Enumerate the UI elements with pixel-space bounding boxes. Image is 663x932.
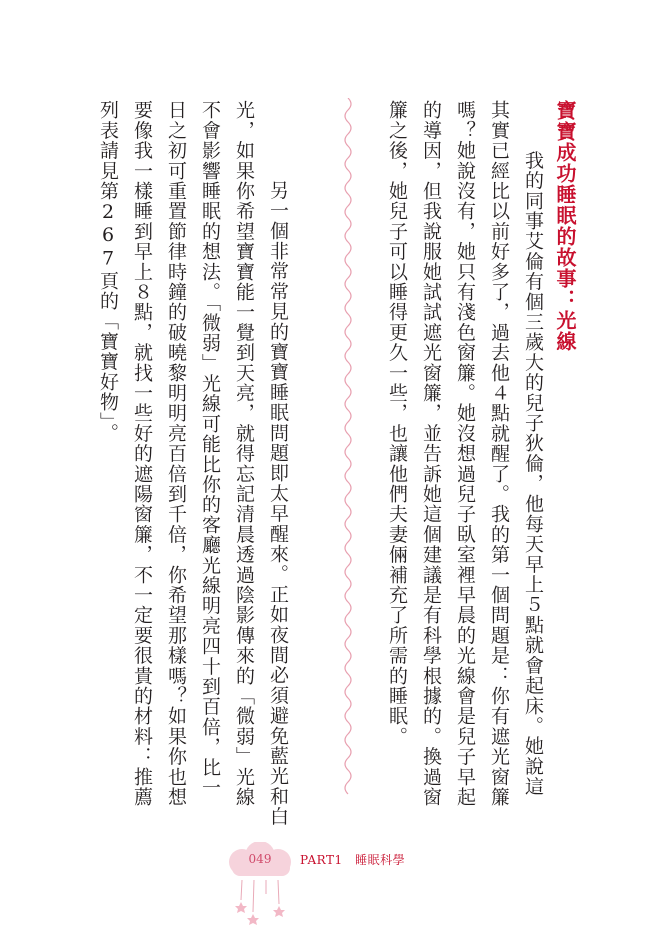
part-label: PART1 睡眠科學	[300, 853, 406, 867]
body-line-3: 不會影響睡眠的想法。「微弱」光線可能比你的客廳光線明亮四十到百倍，比一	[199, 100, 221, 798]
story-line-2: 其實已經比以前好多了，過去他４點就醒了。我的第一個問題是：你有遮光窗簾	[488, 100, 510, 807]
body-line-5: 要像我一樣睡到早上８點，就找一些好的遮陽窗簾，不一定要很貴的材料：推薦	[131, 100, 153, 807]
story-line-1: 我的同事艾倫有個三歲大的兒子狄倫，他每天早上５點就會起床。她說這	[522, 130, 544, 797]
body-line-2: 光，如果你希望寶寶能一覺到天亮，就得忘記清晨透過陰影傳來的「微弱」光線	[233, 100, 255, 807]
body-line-1: 另一個非常常見的寶寶睡眠問題即太早醒來。正如夜間必須避免藍光和白	[267, 160, 289, 827]
story-line-4: 的導因，但我說服她試試遮光窗簾，並告訴她這個建議是有科學根據的。換過窗	[420, 100, 442, 807]
story-title: 寶寶成功睡眠的故事：光線	[553, 100, 577, 352]
story-line-3: 嗎？她說沒有，她只有淺色窗簾。她沒想過兒子臥室裡早晨的光線會是兒子早起	[454, 100, 476, 807]
body-line-4: 日之初可重置節律時鐘的破曉黎明明亮百倍到千倍，你希望那樣嗎？如果你也想	[165, 100, 187, 807]
story-line-5: 簾之後，她兒子可以睡得更久一些，也讓他們夫妻倆補充了所需的睡眠。	[386, 100, 408, 747]
page-number: 049	[248, 852, 272, 866]
wavy-divider	[340, 98, 356, 798]
body-line-6: 列表請見第267頁的「寶寶好物」。	[97, 100, 119, 443]
